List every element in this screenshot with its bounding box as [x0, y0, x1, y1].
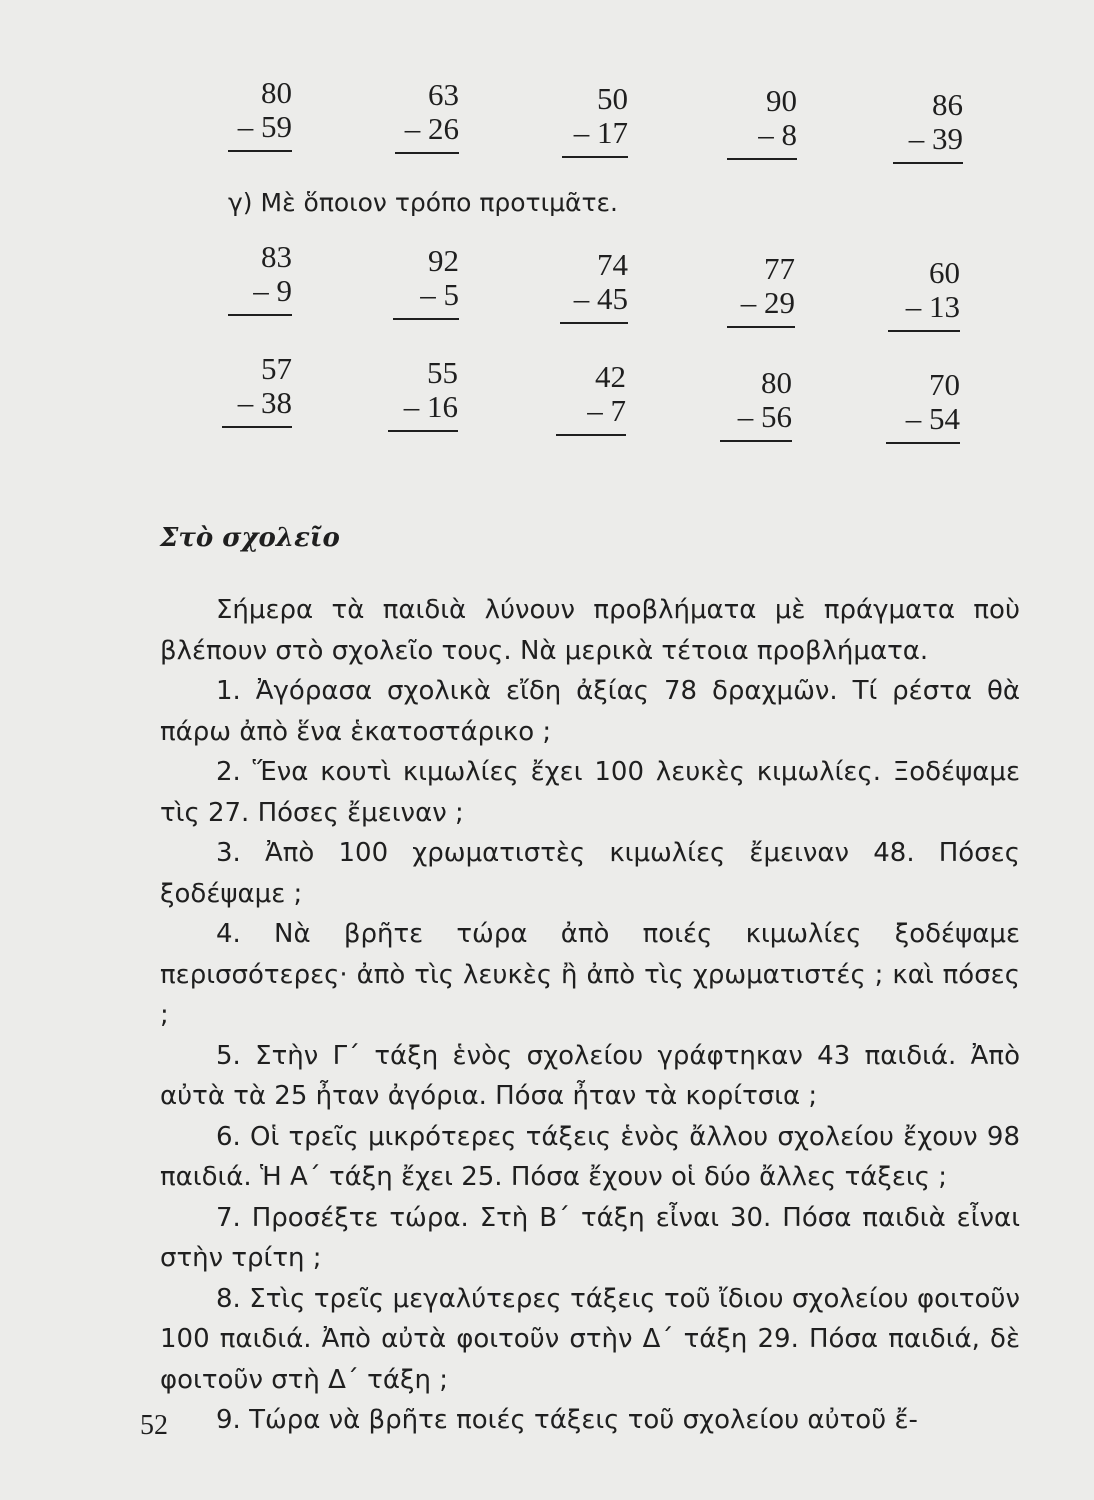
sum-line [886, 442, 960, 444]
minuend: 86 [932, 87, 963, 122]
exercise-8: 8. Στὶς τρεῖς μεγαλύτερες τάξεις τοῦ ἴδιου σχολείου φοιτοῦν 100 παιδιά. Ἀπὸ αὐτὰ φοιτοῦν στὴν Δ΄ τάξη 29. Πόσα παιδιά, δὲ φοιτοῦν στὴ Δ΄ τάξη ; [160, 1283, 1020, 1395]
exercise-7: 7. Προσέξτε τώρα. Στὴ Β΄ τάξη εἶναι 30. Πόσα παιδιὰ εἶναι στὴν τρίτη ; [160, 1202, 1020, 1273]
minuend: 70 [929, 367, 960, 402]
sum-line [395, 152, 459, 154]
problem-top-3 [562, 82, 628, 158]
problem-bottom-1 [222, 352, 292, 428]
instruction-c: γ) Μὲ ὅποιον τρόπο προτιμᾶτε. [228, 188, 618, 217]
subtrahend: – 29 [740, 285, 795, 320]
subtrahend: – 17 [573, 115, 628, 150]
sum-line [388, 430, 458, 432]
subtrahend: – 54 [905, 401, 960, 436]
minuend: 60 [929, 255, 960, 290]
exercise-9: 9. Τώρα νὰ βρῆτε ποιές τάξεις τοῦ σχολείου αὐτοῦ ἔ- [216, 1405, 918, 1435]
exercise-6: 6. Οἱ τρεῖς μικρότερες τάξεις ἑνὸς ἄλλου σχολείου ἔχουν 98 παιδιά. Ἡ Α΄ τάξη ἔχει 25. Πόσα ἔχουν οἱ δύο ἄλλες τάξεις ; [160, 1121, 1020, 1192]
minuend: 74 [597, 247, 628, 282]
sum-line [228, 150, 292, 152]
subtrahend: – 7 [587, 393, 626, 428]
sum-line [893, 162, 963, 164]
subtrahend: – 9 [253, 273, 292, 308]
problem-bottom-3 [556, 360, 626, 436]
subtrahend: – 39 [908, 121, 963, 156]
sum-line [222, 426, 292, 428]
problem-mid-4 [727, 252, 795, 328]
subtrahend: – 26 [404, 111, 459, 146]
minuend: 63 [428, 77, 459, 112]
problem-mid-5 [888, 256, 960, 332]
subtrahend: – 56 [737, 399, 792, 434]
minuend: 55 [427, 355, 458, 390]
subtrahend: – 16 [403, 389, 458, 424]
sum-line [562, 156, 628, 158]
subtrahend: – 38 [237, 385, 292, 420]
minuend: 83 [261, 239, 292, 274]
minuend: 90 [766, 83, 797, 118]
sum-line [560, 322, 628, 324]
minuend: 77 [764, 251, 795, 286]
exercise-4: 4. Νὰ βρῆτε τώρα ἀπὸ ποιές κιμωλίες ξοδέψαμε περισσότερες· ἀπὸ τὶς λευκὲς ἢ ἀπὸ τὶς χρωματιστές ; καὶ πόσες ; [160, 919, 1020, 1030]
section-title: Στὸ σχολεῖο [160, 523, 340, 553]
problem-bottom-2 [388, 356, 458, 432]
problem-top-5 [893, 88, 963, 164]
problem-top-2 [395, 78, 459, 154]
minuend: 92 [428, 243, 459, 278]
minuend: 50 [597, 81, 628, 116]
minuend: 80 [761, 365, 792, 400]
problem-top-1 [228, 76, 292, 152]
minuend: 57 [261, 351, 292, 386]
problem-mid-3 [560, 248, 628, 324]
problem-mid-1 [228, 240, 292, 316]
subtrahend: – 59 [237, 109, 292, 144]
sum-line [393, 318, 459, 320]
problem-bottom-5 [886, 368, 960, 444]
sum-line [888, 330, 960, 332]
exercise-5: 5. Στὴν Γ΄ τάξη ἑνὸς σχολείου γράφτηκαν 43 παιδιά. Ἀπὸ αὐτὰ τὰ 25 ἦταν ἀγόρια. Πόσα ἦταν τὰ κορίτσια ; [160, 1040, 1020, 1111]
exercise-2: 2. Ἕνα κουτὶ κιμωλίες ἔχει 100 λευκὲς κιμωλίες. Ξοδέψαμε τὶς 27. Πόσες ἔμειναν ; [160, 757, 1020, 828]
sum-line [727, 158, 797, 160]
problem-bottom-4 [720, 366, 792, 442]
minuend: 80 [261, 75, 292, 110]
subtrahend: – 5 [420, 277, 459, 312]
subtrahend: – 8 [758, 117, 797, 152]
exercise-text [160, 590, 1020, 1441]
subtrahend: – 45 [573, 281, 628, 316]
intro-paragraph: Σήμερα τὰ παιδιὰ λύνουν προβλήματα μὲ πράγματα ποὺ βλέπουν στὸ σχολεῖο τους. Νὰ μερικὰ τέτοια προβλήματα. [160, 595, 1020, 666]
sum-line [727, 326, 795, 328]
exercise-1: 1. Ἀγόρασα σχολικὰ εἴδη ἀξίας 78 δραχμῶν. Τί ρέστα θὰ πάρω ἀπὸ ἕνα ἑκατοστάρικο ; [160, 676, 1020, 747]
subtrahend: – 13 [905, 289, 960, 324]
sum-line [720, 440, 792, 442]
problem-mid-2 [393, 244, 459, 320]
page-number: 52 [140, 1410, 168, 1441]
sum-line [228, 314, 292, 316]
exercise-3: 3. Ἀπὸ 100 χρωματιστὲς κιμωλίες ἔμειναν 48. Πόσες ξοδέψαμε ; [160, 838, 1020, 909]
problem-top-4 [727, 84, 797, 160]
sum-line [556, 434, 626, 436]
minuend: 42 [595, 359, 626, 394]
